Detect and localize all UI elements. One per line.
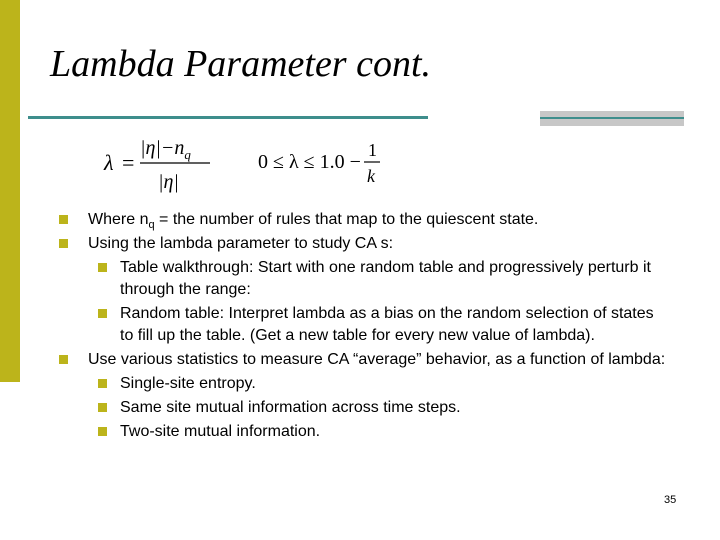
lambda-symbol: λ [104, 150, 114, 175]
range-fraction-numerator: 1 [368, 140, 377, 160]
slide-title: Lambda Parameter cont. [50, 43, 432, 85]
bullet-square-icon [98, 403, 107, 412]
bullet-square-icon [98, 379, 107, 388]
list-item: Using the lambda parameter to study CA s: [58, 233, 668, 255]
lambda-formula [100, 132, 400, 196]
bullet-square-icon [59, 215, 68, 224]
list-item: Where $n_q$ = the number of rules that map to the quiescent state. [58, 209, 668, 231]
formula-numerator: $|\eta|-n_q$ [140, 137, 191, 162]
bullet-square-icon [59, 355, 68, 364]
bullet-square-icon [98, 309, 107, 318]
bullet-list [58, 209, 668, 445]
formula-range: 0 ≤ λ ≤ 1.0 − [258, 151, 361, 173]
list-item: Use various statistics to measure CA “average” behavior, as a function of lambda: [58, 349, 668, 371]
header-rule-line-right [540, 117, 684, 119]
header-rule-line [28, 116, 428, 119]
bullet-square-icon [98, 427, 107, 436]
equals-sign: = [122, 150, 135, 175]
range-fraction-denominator: k [367, 166, 375, 186]
list-item: Single-site entropy. [58, 373, 668, 395]
bullet-square-icon [98, 263, 107, 272]
list-item: Table walkthrough: Start with one random table and progressively perturb it through the range: [58, 257, 668, 301]
bullet-square-icon [59, 239, 68, 248]
list-item: Two-site mutual information. [58, 421, 668, 443]
list-item: Random table: Interpret lambda as a bias on the random selection of states to fill up the table. (Get a new table for every new value of lambda). [58, 303, 668, 347]
list-item: Same site mutual information across time steps. [58, 397, 668, 419]
page-number: 35 [664, 494, 677, 506]
formula-denominator: |η| [158, 171, 179, 193]
accent-bar [0, 0, 20, 382]
